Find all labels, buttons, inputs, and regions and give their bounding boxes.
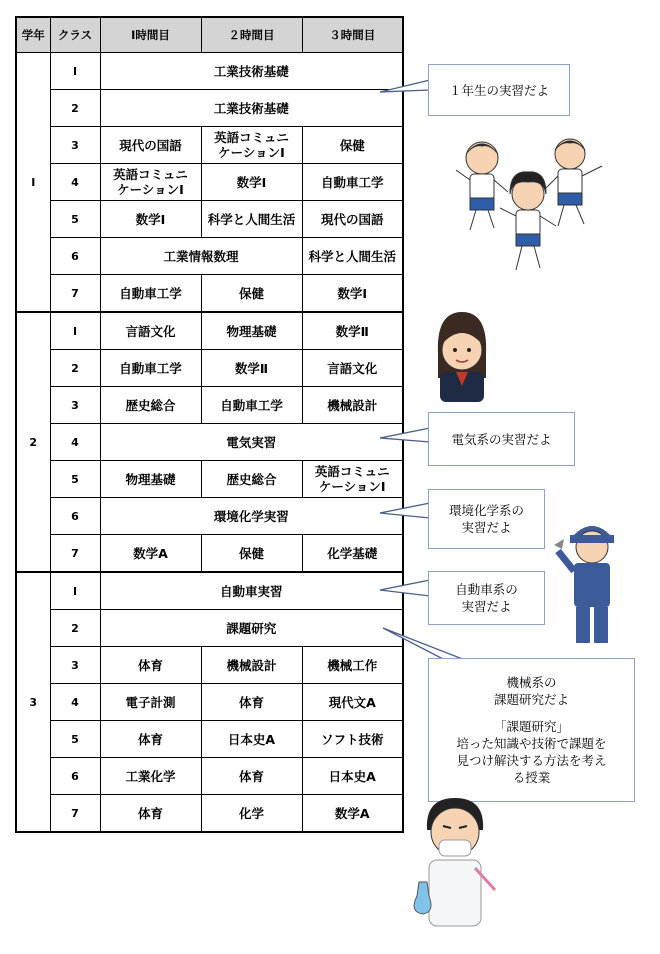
callout-line: 環境化学系の xyxy=(448,503,524,518)
subject-cell: 電子計測 xyxy=(100,684,201,721)
leader-line-4 xyxy=(380,580,430,596)
girl-student-illustration xyxy=(432,308,492,408)
class-cell: 4 xyxy=(50,684,100,721)
subject-cell: 体育 xyxy=(100,647,201,684)
class-cell: 7 xyxy=(50,275,100,313)
researcher-illustration xyxy=(405,790,505,930)
class-cell: 2 xyxy=(50,90,100,127)
callout-line: 機械系の xyxy=(506,675,557,690)
subject-cell: 現代文A xyxy=(302,684,403,721)
subject-cell: 科学と人間生活 xyxy=(201,201,302,238)
subject-cell: 数学Ⅰ xyxy=(201,164,302,201)
header-period-2: ２時間目 xyxy=(201,17,302,53)
callout-line: 「課題研究」 xyxy=(493,719,569,734)
subject-cell: 機械設計 xyxy=(201,647,302,684)
subject-cell: 体育 xyxy=(100,721,201,758)
subject-cell: 自動車工学 xyxy=(302,164,403,201)
subject-cell: 言語文化 xyxy=(100,312,201,350)
class-cell: 6 xyxy=(50,498,100,535)
subject-cell: 言語文化 xyxy=(302,350,403,387)
class-cell: 5 xyxy=(50,201,100,238)
header-period-3: ３時間目 xyxy=(302,17,403,53)
class-cell: 2 xyxy=(50,350,100,387)
subject-cell: 体育 xyxy=(201,758,302,795)
subject-cell: 現代の国語 xyxy=(302,201,403,238)
callout-line: 電気系の実習だよ xyxy=(451,431,552,447)
subject-cell: 英語コミュニ ケーションⅠ xyxy=(100,164,201,201)
merged-subject-cell: 環境化学実習 xyxy=(100,498,403,535)
class-cell: 7 xyxy=(50,795,100,833)
callout-line: 課題研究だよ xyxy=(493,692,569,707)
class-cell: Ⅰ xyxy=(50,53,100,90)
header-period-1: Ⅰ時間目 xyxy=(100,17,201,53)
callout-line: 自動車系の xyxy=(455,582,518,597)
callout-env-chem-practice xyxy=(428,489,545,549)
callout-line: 実習だよ xyxy=(461,520,512,535)
class-cell: 3 xyxy=(50,647,100,684)
leader-line-1 xyxy=(380,80,430,92)
class-cell: 3 xyxy=(50,387,100,424)
flask-icon xyxy=(414,882,431,914)
subject-cell: 英語コミュニ ケーションⅠ xyxy=(302,461,403,498)
subject-cell: 日本史A xyxy=(201,721,302,758)
leader-line-5 xyxy=(383,628,465,660)
subject-cell: 保健 xyxy=(201,275,302,313)
class-cell: 2 xyxy=(50,610,100,647)
subject-cell: 工業化学 xyxy=(100,758,201,795)
subject-cell: 歴史総合 xyxy=(201,461,302,498)
subject-cell: 化学 xyxy=(201,795,302,833)
subject-cell: 自動車工学 xyxy=(100,275,201,313)
subject-cell: 自動車工学 xyxy=(100,350,201,387)
callout-line: 実習だよ xyxy=(461,599,512,614)
worker-illustration xyxy=(552,515,632,650)
class-cell: Ⅰ xyxy=(50,312,100,350)
callout-mech-research xyxy=(428,658,635,802)
subject-cell: 数学A xyxy=(302,795,403,833)
class-cell: 4 xyxy=(50,424,100,461)
header-class: クラス xyxy=(50,17,100,53)
subject-cell: 科学と人間生活 xyxy=(302,238,403,275)
leader-line-3 xyxy=(380,503,430,518)
callout-auto-practice xyxy=(428,571,545,625)
header-grade: 学年 xyxy=(16,17,50,53)
merged-subject-cell: 電気実習 xyxy=(100,424,403,461)
class-cell: 6 xyxy=(50,758,100,795)
subject-cell: 体育 xyxy=(201,684,302,721)
subject-cell: 数学Ⅱ xyxy=(201,350,302,387)
grade-cell: Ⅰ xyxy=(16,53,50,313)
class-cell: 7 xyxy=(50,535,100,573)
callout-line: 見つけ解決する方法を考え xyxy=(456,753,607,768)
subject-cell: 保健 xyxy=(201,535,302,573)
callout-line: 培った知識や技術で課題を xyxy=(456,736,607,751)
subject-cell: 数学Ⅰ xyxy=(302,275,403,313)
class-cell: 6 xyxy=(50,238,100,275)
subject-cell: 現代の国語 xyxy=(100,127,201,164)
callout-line: る授業 xyxy=(512,770,551,785)
subject-cell: 物理基礎 xyxy=(201,312,302,350)
merged-subject-cell: 工業技術基礎 xyxy=(100,53,403,90)
running-students-illustration xyxy=(452,130,617,280)
merged-subject-cell: 工業情報数理 xyxy=(100,238,302,275)
wrench-icon xyxy=(554,539,564,549)
subject-cell: 機械工作 xyxy=(302,647,403,684)
subject-cell: 物理基礎 xyxy=(100,461,201,498)
class-cell: 4 xyxy=(50,164,100,201)
callout-grade1-practice xyxy=(428,64,570,116)
student-left xyxy=(456,142,508,230)
subject-cell: 数学Ⅱ xyxy=(302,312,403,350)
subject-cell: 英語コミュニ ケーションⅠ xyxy=(201,127,302,164)
grade-cell: 3 xyxy=(16,572,50,832)
merged-subject-cell: 課題研究 xyxy=(100,610,403,647)
subject-cell: 日本史A xyxy=(302,758,403,795)
callout-line: １年生の実習だよ xyxy=(448,82,549,98)
leader-line-2 xyxy=(380,428,430,442)
student-right xyxy=(546,139,602,226)
callout-electric-practice xyxy=(428,412,575,466)
subject-cell: 歴史総合 xyxy=(100,387,201,424)
class-cell: 5 xyxy=(50,721,100,758)
subject-cell: ソフト技術 xyxy=(302,721,403,758)
subject-cell: 体育 xyxy=(100,795,201,833)
subject-cell: 数学A xyxy=(100,535,201,573)
subject-cell: 機械設計 xyxy=(302,387,403,424)
subject-cell: 保健 xyxy=(302,127,403,164)
grade-cell: 2 xyxy=(16,312,50,572)
class-cell: 5 xyxy=(50,461,100,498)
class-cell: 3 xyxy=(50,127,100,164)
subject-cell: 数学Ⅰ xyxy=(100,201,201,238)
subject-cell: 自動車工学 xyxy=(201,387,302,424)
merged-subject-cell: 自動車実習 xyxy=(100,572,403,610)
merged-subject-cell: 工業技術基礎 xyxy=(100,90,403,127)
subject-cell: 化学基礎 xyxy=(302,535,403,573)
class-cell: Ⅰ xyxy=(50,572,100,610)
